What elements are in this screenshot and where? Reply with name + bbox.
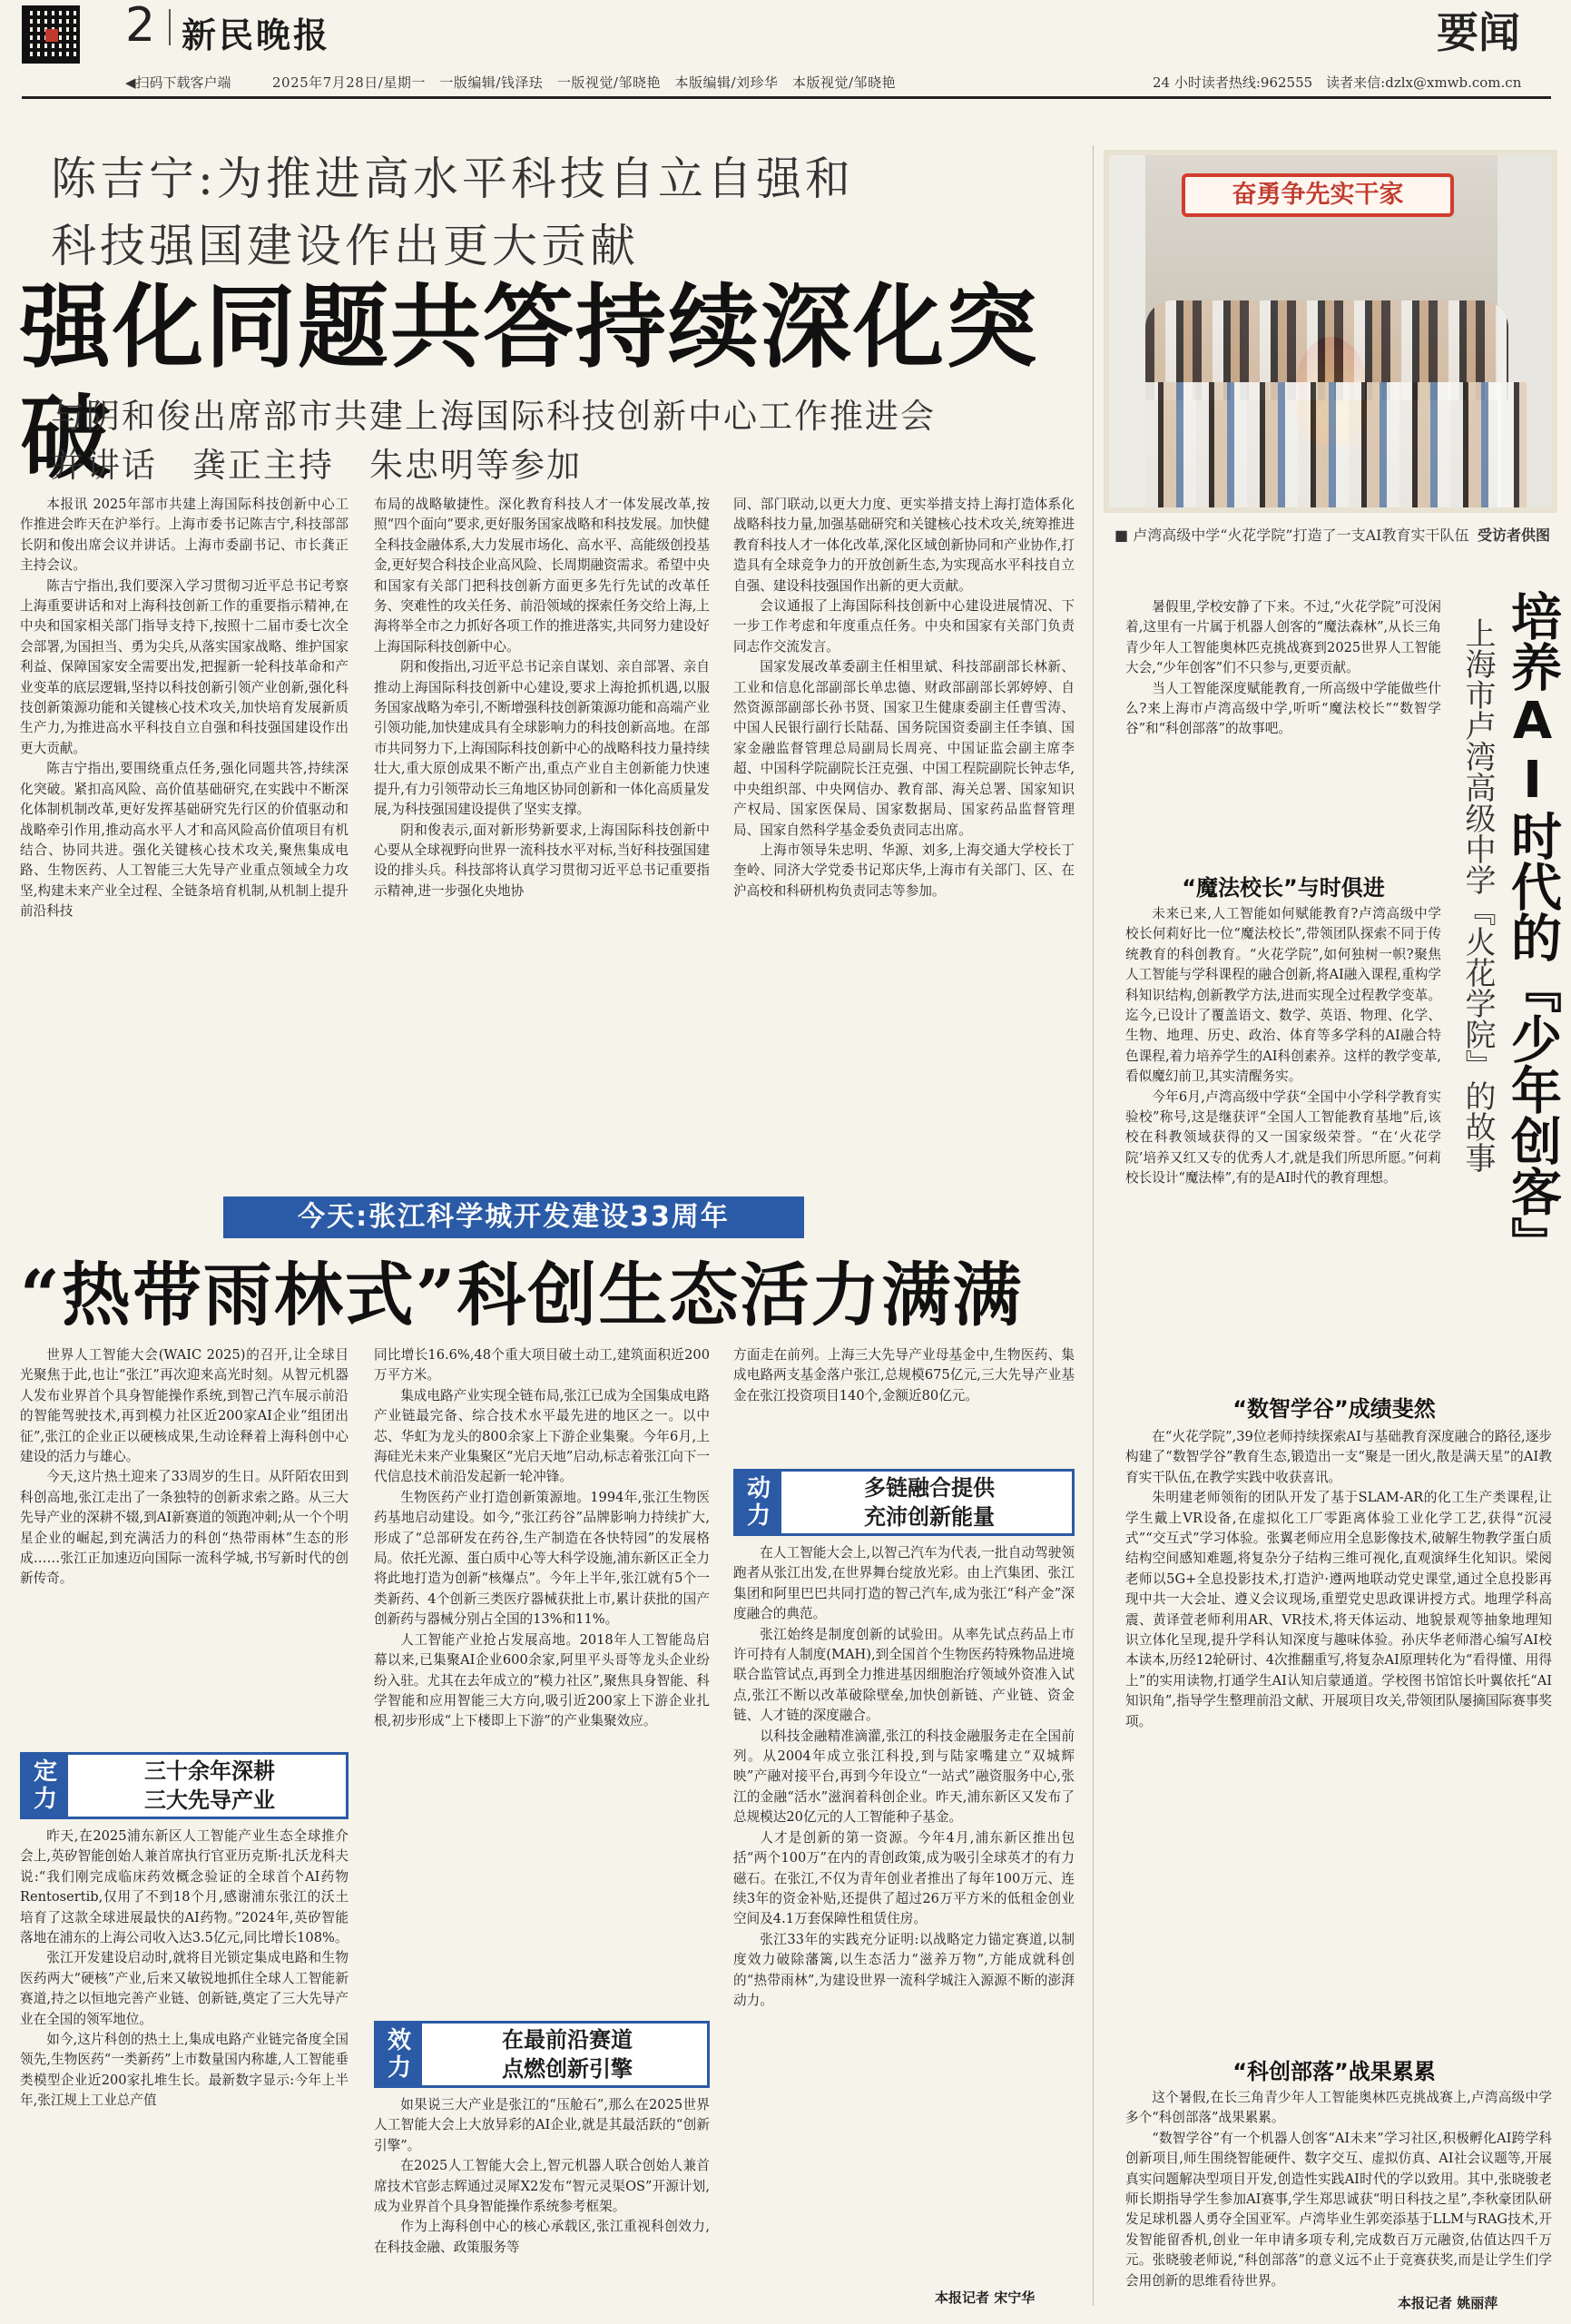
sidebar-paragraph: 当人工智能深度赋能教育,一所高级中学能做些什么?来上海市卢湾高级中学,听听“魔法校长”“数智学谷”和“科创部落”的故事吧。 bbox=[1125, 680, 1441, 737]
zj-col-1b bbox=[20, 1827, 349, 2306]
zj-col-3a bbox=[733, 1345, 1075, 1469]
sidebar-subhead: 上海市卢湾高级中学『火花学院』的故事 bbox=[1459, 617, 1496, 1173]
zj-box-3 bbox=[733, 1469, 1075, 1536]
sidebar-section-body bbox=[1125, 904, 1441, 1376]
sidebar-paragraph: 暑假里,学校安静了下来。不过,“火花学院”可没闲着,这里有一片属于机器人创客的“魔法森林”,从长三角青少年人工智能奥林匹克挑战赛到2025世界人工智能大会,“少年创客”们不只参与,更要贡献。 bbox=[1125, 599, 1441, 676]
zj-paragraph: 生物医药产业打造创新策源地。1994年,张江生物医药基地启动建设。如今,“张江药谷”品牌影响力持续扩大,形成了“总部研发在药谷,生产制造在各快特园”的发展格局。依托光源、蛋白质中心等大科学设施,浦东新区正全力将此地打造为创新“核爆点”。今年上半年,张江就有5个一类新药、4个创新三类医疗器械获批上市,累计获批的国产创新药与器械分别占全国的13%和11%。 bbox=[374, 1489, 710, 1628]
lead-paragraph: 阴和俊表示,面对新形势新要求,上海国际科技创新中心要从全球视野向世界一流科技水平对标,当好科技强国建设的排头兵。科技部将认真学习贯彻习近平总书记重要指示精神,进一步强化央地协 bbox=[374, 822, 710, 899]
paper-name: 新民晚报 bbox=[182, 15, 331, 55]
masthead bbox=[0, 0, 1571, 102]
lead-paragraph: 会议通报了上海国际科技创新中心建设进展情况、下一步工作考虑和年度重点任务。中央和国家有关部门负责同志作交流发言。 bbox=[733, 598, 1075, 655]
sidebar-headline: 培养AI时代的『少年创客』 bbox=[1503, 590, 1562, 1267]
zj-paragraph: 方面走在前列。上海三大先导产业母基金中,生物医药、集成电路两支基金落户张江,总规模675亿元,三大先导产业基金在张江投资项目140个,金额近80亿元。 bbox=[733, 1347, 1075, 1403]
photo-window bbox=[1109, 155, 1145, 513]
zj-col-2b bbox=[374, 2095, 710, 2306]
photo-credit: 受访者供图 bbox=[1477, 527, 1550, 544]
zj-paragraph: 作为上海科创中心的核心承载区,张江重视科创效力,在科技金融、政策服务等 bbox=[374, 2219, 710, 2255]
sidebar-paragraph: 朱明建老师领衔的团队开发了基于SLAM-AR的化工生产类课程,让学生戴上VR设备,在虚拟化工厂零距离体验工业化学工艺,获得“沉浸式”“交互式”学习体验。张翼老师应用全息影像技术,破解生物教学蛋白质结构空间感知难题,将复杂分子结构三维可视化,直观演绎生化知识。梁阅老师以5G+全息投影技术,打造沪·遵两地联动党史课堂,通过全息投影再现中共一大会址、遵义会议现场,重塑党史思政课讲授方式。地理学科高震、黄译萱老师利用AR、VR技术,将天体运动、地貌景观等抽象地理知识立体化呈现,提升学科认知深度与趣味体验。孙庆华老师潜心编写AI校本读本,历经12轮研讨、4次推翻重写,将复杂AI原理转化为“看得懂、用得上”的实用读物,打通学生AI认知启蒙通道。学校图书馆馆长叶翼依托“AI知识角”,指导学生整理前沿文献、开展项目攻关,带领团队屡摘国际赛事奖项。 bbox=[1125, 1490, 1552, 1729]
sidebar-byline: 本报记者 姚丽萍 bbox=[1398, 2295, 1498, 2311]
sidebar-section-body bbox=[1125, 1427, 1552, 2044]
sidebar-section-title: “科创部落”战果累累 bbox=[1232, 2059, 1436, 2084]
zj-box-1 bbox=[20, 1752, 349, 1819]
zhangjiang-banner: 今天:张江科学城开发建设33周年 bbox=[223, 1196, 804, 1238]
zj-paragraph: 在人工智能大会上,以智己汽车为代表,一批自动驾驶领跑者从张江出发,在世界舞台绽放光彩。由上汽集团、张江集团和阿里巴巴共同打造的智己汽车,成为张江“科产金”深度融合的典范。 bbox=[733, 1545, 1075, 1622]
lead-col-2 bbox=[374, 495, 710, 1176]
sidebar-paragraph: 未来已来,人工智能如何赋能教育?卢湾高级中学校长何莉好比一位“魔法校长”,带领团队探索不同于传统教育的科创教育。“火花学院”,如何独树一帜?聚焦人工智能与学科课程的融合创新,将AI融入课程,重构学科知识结构,创新教学方法,进而实现全过程教学变革。迄今,已设计了覆盖语文、数学、英语、物理、化学、生物、地理、历史、政治、体育等多学科的AI融合特色课程,着力培养学生的AI科创素养。这样的教学变革,看似魔幻前卫,其实清醒务实。 bbox=[1125, 906, 1441, 1085]
masthead-divider bbox=[169, 9, 171, 45]
lead-paragraph: 本报讯 2025年部市共建上海国际科技创新中心工作推进会昨天在沪举行。上海市委书记陈吉宁,科技部部长阴和俊出席会议并讲话。上海市委副书记、市长龚正主持会议。 bbox=[20, 497, 349, 574]
zj-paragraph: 人工智能产业抢占发展高地。2018年人工智能岛启幕以来,已集聚AI企业600余家,阿里平头哥等龙头企业纷纷入驻。尤其在去年成立的“模力社区”,聚焦具身智能、科学智能和应用智能三大方向,吸引近200家上下游企业扎根,初步形成“上下楼即上下游”的产业集聚效应。 bbox=[374, 1631, 710, 1729]
zj-col-3b bbox=[733, 1543, 1075, 2280]
sidebar-paragraph: 在“火花学院”,39位老师持续探索AI与基础教育深度融合的路径,逐步构建了“数智学谷”教育生态,锻造出一支“聚是一团火,散是满天星”的AI教育实干队伍,在教学实践中收获喜讯。 bbox=[1125, 1429, 1552, 1485]
sidebar-paragraph: 这个暑假,在长三角青少年人工智能奥林匹克挑战赛上,卢湾高级中学多个“科创部落”战果累累。 bbox=[1125, 2090, 1552, 2126]
sidebar-section-body bbox=[1125, 2088, 1552, 2290]
sidebar-section-title: “魔法校长”与时俱进 bbox=[1182, 875, 1385, 901]
sidebar-paragraph: 今年6月,卢湾高级中学获“全国中小学科学教育实验校”称号,这是继获评“全国人工智能教育基地”后,该校在科教领域获得的又一国家级荣誉。“在‘火花学院’培养又红又专的优秀人才,就是我们所思所愿。”何莉校长设计“魔法棒”,有的是AI时代的教育理想。 bbox=[1125, 1088, 1441, 1187]
scan-hint[interactable]: ◀扫码下载客户端 bbox=[125, 74, 231, 91]
lead-paragraph: 布局的战略敏捷性。深化教育科技人才一体发展改革,按照“四个面向”要求,更好服务国家战略和科技发展。加快健全科技金融体系,大力发展市场化、高水平、高能级创投基金,更好契合科技企业高风险、长周期融资需求。希望中央和国家有关部门把科技创新方面更多先行先试的改革任务、突难性的攻关任务、前沿领域的探索任务交给上海,上海将举全市之力抓好各项工作的推进落实,共同努力建设好上海国际科技创新中心。 bbox=[374, 497, 710, 655]
lead-subhead: 与阴和俊出席部市共建上海国际科技创新中心工作推进会 并讲话 龚正主持 朱忠明等参加 bbox=[51, 397, 936, 485]
zj-paragraph: 张江33年的实践充分证明:以战略定力锚定赛道,以制度效力破除藩篱,以生态活力“滋养万物”,方能成就科创的“热带雨林”,为建设世界一流科学城注入源源不断的澎湃动力。 bbox=[733, 1931, 1075, 2008]
lead-kicker: 陈吉宁:为推进高水平科技自立自强和 科技强国建设作出更大贡献 bbox=[51, 153, 854, 272]
lead-paragraph: 阴和俊指出,习近平总书记亲自谋划、亲自部署、亲自推动上海国际科技创新中心建设,要求上海抢抓机遇,以服务国家战略为牵引,不断增强科技创新策源功能和高端产业引领功能,加快建成具有全球影响力的科技创新高地。在部市共同努力下,上海国际科技创新中心的战略科技力量持续壮大,重大原创成果不断产出,重点产业自主创新能力快速提升,有力引领带动长三角地区协同创新和一体化高质量发展,为科技强国建设提供了坚实支撑。 bbox=[374, 659, 710, 818]
lead-paragraph: 上海市领导朱忠明、华源、刘多,上海交通大学校长丁奎岭、同济大学党委书记郑庆华,上海市有关部门、区、在沪高校和科研机构负责同志等参加。 bbox=[733, 842, 1075, 899]
zj-box-1-title: 三十余年深耕 三大先导产业 bbox=[144, 1758, 275, 1813]
zj-col-2a bbox=[374, 1345, 710, 2015]
lead-col-3 bbox=[733, 495, 1075, 1176]
zj-paragraph: 同比增长16.6%,48个重大项目破土动工,建筑面积近200万平方米。 bbox=[374, 1347, 710, 1384]
date-line: 2025年7月28日/星期一 一版编辑/钱泽珐 一版视觉/邹晓艳 本版编辑/刘珍华 本版视觉/邹晓艳 bbox=[272, 74, 897, 91]
photo-caption bbox=[1114, 525, 1550, 547]
sidebar-paragraph: “数智学谷”有一个机器人创客“AI未来”学习社区,积极孵化AI跨学科创新项目,师生围绕智能硬件、数字交互、虚拟仿真、AI社会议题等,开展真实问题解决型项目开发,创造性实践AI时代的学以致用。其中,张晓骏老师长期指导学生参加AI赛事,学生郑思诚获“明日科技之星”,李秋豪团队研发足球机器人勇夺全国亚军。卢湾毕业生郭奕添基于LLM与RAG技术,开发智能留香机,创业一年申请多项专利,完成数百万元融资,估值达四千万元。张晓骏老师说,“科创部落”的意义远不止于竞赛获奖,而是让学生们学会用创新的思维看待世界。 bbox=[1125, 2130, 1552, 2289]
zj-paragraph: 张江开发建设启动时,就将目光锁定集成电路和生物医药两大“硬核”产业,后来又敏锐地抓住全球人工智能新赛道,持之以恒地完善产业链、创新链,奠定了三大先导产业在全国的领军地位。 bbox=[20, 1950, 349, 2027]
lead-paragraph: 同、部门联动,以更大力度、更实举措支持上海打造体系化战略科技力量,加强基础研究和关键核心技术攻关,统筹推进教育科技人才一体化改革,深化区域创新协同和产业协作,打造具有全球竞争力的开放创新生态,为实现高水平科技自立自强、建设科技强国作出新的更大贡献。 bbox=[733, 497, 1075, 594]
zj-paragraph: 如果说三大产业是张江的“压舱石”,那么在2025世界人工智能大会上大放异彩的AI企业,就是其最活跃的“创新引擎”。 bbox=[374, 2097, 710, 2153]
hotline: 24 小时读者热线:962555 读者来信:dzlx@xmwb.com.cn bbox=[1153, 74, 1522, 91]
zj-paragraph: 在2025人工智能大会上,智元机器人联合创始人兼首席技术官彭志辉通过灵犀X2发布“智元灵渠OS”开源计划,成为业界首个具身智能操作系统参考框架。 bbox=[374, 2158, 710, 2215]
zj-box-2-title: 在最前沿赛道 点燃创新引擎 bbox=[502, 2027, 633, 2082]
zj-box-2 bbox=[374, 2021, 710, 2088]
photo-caption-text: ■ 卢湾高级中学“火花学院”打造了一支AI教育实干队伍 bbox=[1114, 527, 1469, 544]
masthead-rule bbox=[22, 96, 1551, 99]
lead-paragraph: 陈吉宁指出,我们要深入学习贯彻习近平总书记考察上海重要讲话和对上海科技创新工作的重要指示精神,在中央和国家相关部门指导支持下,按照十二届市委七次全会部署,为国担当、勇为尖兵,从落实国家战略、维护国家利益、保障国家安全需要出发,把握新一轮科技革命和产业变革的底层逻辑,坚持以科技创新引领产业创新,强化科技创新策源功能和关键核心技术攻关,加快培育发展新质生产力,为推进高水平科技自立自强和科技强国建设作出更大贡献。 bbox=[20, 577, 349, 756]
lead-headline: 强化同题共答持续深化突破 bbox=[20, 274, 1038, 491]
zj-paragraph: 以科技金融精准滴灌,张江的科技金融服务走在全国前列。从2004年成立张江科投,到与陆家嘴建立“双城辉映”产融对接平台,再到今年设立“一站式”融资服务中心,张江的金融“活水”滋润着科创企业。昨天,浦东新区又发布了总规模达20亿元的人工智能种子基金。 bbox=[733, 1728, 1075, 1826]
section-name: 要闻 bbox=[1437, 8, 1520, 57]
zj-paragraph: 今天,这片热土迎来了33周岁的生日。从阡陌农田到科创高地,张江走出了一条独特的创新求索之路。从三大先导产业的深耕不辍,到AI新赛道的领跑冲刺;从一个个明星企业的崛起,到充满活力的科创“热带雨林”生态的形成……张江正加速迈向国际一流科学城,书写新时代的创新传奇。 bbox=[20, 1469, 349, 1587]
lead-paragraph: 陈吉宁指出,要围绕重点任务,强化同题共答,持续深化突破。紧扣高风险、高价值基础研究,在实践中不断深化体制机制改革,更好发挥基础研究先行区的价值驱动和战略牵引作用,推动高水平人才和高风险高价值项目有机结合、协同共进。强化关键核心技术攻关,聚焦集成电路、生物医药、人工智能三大先导产业重点领域全力攻坚,构建未来产业全过程、全链条培育机制,从机制上提升前沿科技 bbox=[20, 761, 349, 920]
lead-paragraph: 国家发展改革委副主任相里斌、科技部副部长林新、工业和信息化部副部长单忠德、财政部副部长郭婷婷、自然资源部副部长孙书贤、国家卫生健康委副主任曹雪涛、中国人民银行副行长陆磊、国务院国资委副主任李镇、国家金融监督管理总局副局长周亮、中国证监会副主席李超、中国科学院副院长汪克强、中国工程院副院长钟志华,中央组织部、中央网信办、教育部、海关总署、国家知识产权局、国家医保局、国家数据局、国家药品监督管理局、国家自然科学基金委负责同志出席。 bbox=[733, 659, 1075, 838]
zj-paragraph: 人才是创新的第一资源。今年4月,浦东新区推出包括“两个100万”在内的青创政策,成为吸引全球英才的有力磁石。在张江,不仅为青年创业者推出了每年100万元、连续3年的资金补贴,还提供了超过26万平方米的低租金创业空间及4.1万套保障性租赁住房。 bbox=[733, 1829, 1075, 1927]
zj-col-1a bbox=[20, 1345, 349, 1749]
zj-box-1-tag: 定力 bbox=[23, 1755, 68, 1817]
qr-code-icon[interactable] bbox=[22, 5, 80, 64]
page-number: 2 bbox=[125, 0, 156, 53]
zj-paragraph: 昨天,在2025浦东新区人工智能产业生态全球推介会上,英矽智能创始人兼首席执行官亚历克斯·扎沃龙科夫说:“我们刚完成临床药效概念验证的全球首个AI药物Rentosertib,仅用了不到18个月,感谢浦东张江的沃土培育了这款全球进展最快的AI药物。”2024年,英矽智能落地在浦东的上海公司收入达3.5亿元,同比增长108%。 bbox=[20, 1828, 349, 1946]
sidebar-frame bbox=[1093, 145, 1094, 2306]
group-row bbox=[1145, 382, 1527, 513]
sidebar-section-title: “数智学谷”成绩斐然 bbox=[1232, 1396, 1436, 1422]
sidebar-intro bbox=[1125, 597, 1441, 740]
zj-paragraph: 集成电路产业实现全链布局,张江已成为全国集成电路产业链最完备、综合技术水平最先进的地区之一。以中芯、华虹为龙头的800余家上下游企业集聚。今年6月,上海硅光未来产业集聚区“光启天地”启动,标志着张江向下一代信息技术前沿发起新一轮冲锋。 bbox=[374, 1387, 710, 1485]
lead-col-1 bbox=[20, 495, 349, 1176]
sidebar-photo bbox=[1104, 150, 1557, 513]
zj-box-3-tag: 动力 bbox=[736, 1472, 781, 1533]
stamp-label: 奋勇争先实干家 bbox=[1182, 173, 1454, 217]
zj-paragraph: 如今,这片科创的热土上,集成电路产业链完备度全国领先,生物医药“一类新药”上市数量国内称雄,人工智能垂类模型企业近200家扎堆生长。最新数字显示:今年上半年,张江规上工业总产值 bbox=[20, 2032, 349, 2109]
zj-box-2-tag: 效力 bbox=[377, 2024, 422, 2085]
zhangjiang-headline: “热带雨林式”科创生态活力满满 bbox=[20, 1255, 1024, 1335]
zj-box-3-title: 多链融合提供 充沛创新能量 bbox=[864, 1475, 995, 1530]
zj-paragraph: 张江始终是制度创新的试验田。从率先试点药品上市许可持有人制度(MAH),到全国首个生物医药特殊物品进境联合监管试点,再到全力推进基因细胞治疗领域外资准入试点,张江不断以改革破除壁垒,加快创新链、产业链、资金链、人才链的深度融合。 bbox=[733, 1626, 1075, 1724]
zj-byline: 本报记者 宋宁华 bbox=[935, 2290, 1036, 2306]
zj-paragraph: 世界人工智能大会(WAIC 2025)的召开,让全球目光聚焦于此,也让“张江”再次迎来高光时刻。从智元机器人发布业界首个具身智能操作系统,到智己汽车展示前沿的智能驾驶技术,再到模力社区近200家AI企业“组团出征”,张江的企业正以硬核成果,生动诠释着上海科创中心建设的活力与雄心。 bbox=[20, 1347, 349, 1465]
